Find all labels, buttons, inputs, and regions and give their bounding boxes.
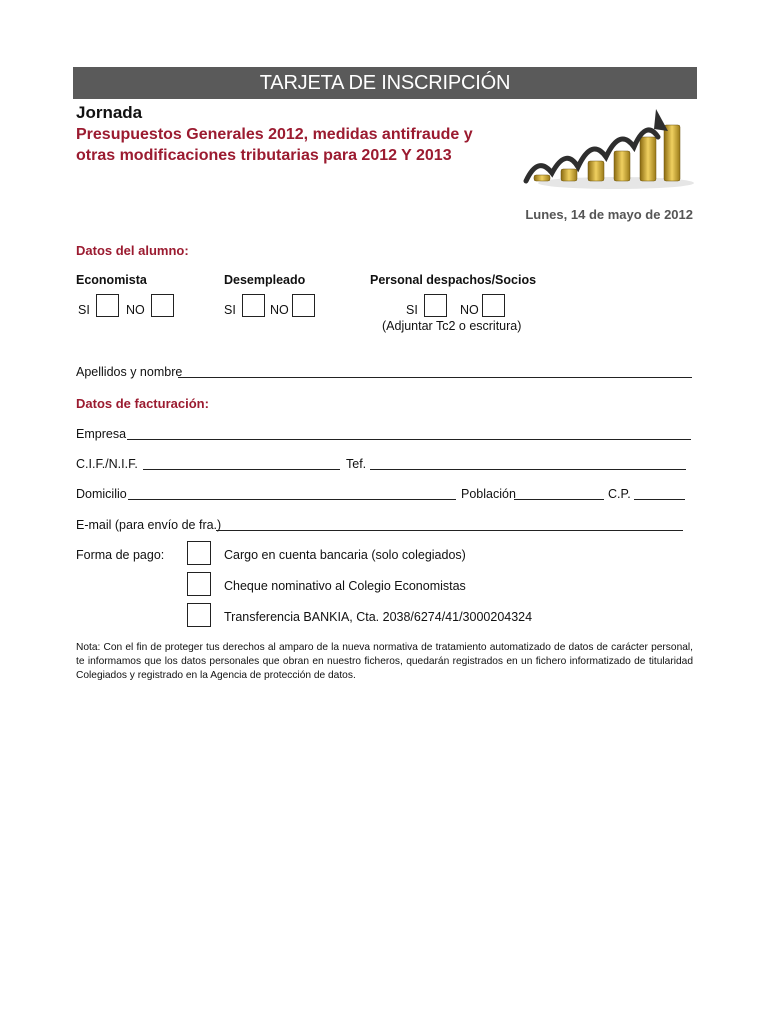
event-title-line-1: Presupuestos Generales 2012, medidas antifraude y (76, 126, 473, 143)
event-label: Jornada (76, 103, 143, 122)
cif-label: C.I.F./N.I.F. (76, 457, 138, 471)
personal-si-label: SI (406, 303, 418, 317)
category-desempleado-label: Desempleado (224, 273, 306, 287)
cif-field[interactable] (143, 469, 340, 470)
city-field[interactable] (514, 499, 604, 500)
payment-transfer-checkbox[interactable] (187, 603, 211, 627)
category-economista-label: Economista (76, 273, 147, 287)
name-field[interactable] (178, 377, 692, 378)
personal-no-checkbox[interactable] (482, 294, 505, 317)
address-field[interactable] (128, 499, 456, 500)
personal-note: (Adjuntar Tc2 o escritura) (382, 319, 522, 333)
desempleado-no-label: NO (270, 303, 289, 317)
desempleado-si-checkbox[interactable] (242, 294, 265, 317)
payment-bank-checkbox[interactable] (187, 541, 211, 565)
desempleado-no-checkbox[interactable] (292, 294, 315, 317)
economista-si-label: SI (78, 303, 90, 317)
phone-label: Tef. (346, 457, 367, 471)
event-date: Lunes, 14 de mayo de 2012 (525, 207, 693, 222)
form-title: TARJETA DE INSCRIPCIÓN (73, 67, 697, 99)
zip-field[interactable] (634, 499, 685, 500)
company-label: Empresa (76, 427, 127, 441)
event-title (76, 124, 506, 166)
name-label: Apellidos y nombre (76, 365, 183, 379)
email-label: E-mail (para envío de fra.) (76, 518, 222, 532)
coins-growth-arrow-image (516, 103, 696, 191)
privacy-note: Nota: Con el fin de proteger tus derechos al amparo de la nueva normativa de tratamiento automatizado de datos de carácter personal, te informamos que los datos personales que obran en nuestro ficheros, quedarán registrados en un fichero informatizado de titularidad Colegiados y registrado en la Agencia de protección de datos. (76, 642, 693, 681)
payment-label: Forma de pago: (76, 548, 165, 562)
address-label: Domicilio (76, 487, 127, 501)
personal-si-checkbox[interactable] (424, 294, 447, 317)
economista-no-label: NO (126, 303, 145, 317)
zip-label: C.P. (608, 487, 631, 501)
payment-transfer-label: Transferencia BANKIA, Cta. 2038/6274/41/3000204324 (224, 610, 533, 624)
economista-si-checkbox[interactable] (96, 294, 119, 317)
billing-section-title: Datos de facturación: (76, 396, 209, 411)
economista-no-checkbox[interactable] (151, 294, 174, 317)
payment-bank-label: Cargo en cuenta bancaria (solo colegiados) (224, 548, 466, 562)
student-section-title: Datos del alumno: (76, 243, 189, 258)
payment-cheque-checkbox[interactable] (187, 572, 211, 596)
desempleado-si-label: SI (224, 303, 236, 317)
phone-field[interactable] (370, 469, 686, 470)
city-label: Población (461, 487, 516, 501)
category-personal-label: Personal despachos/Socios (370, 273, 537, 287)
email-field[interactable] (216, 530, 683, 531)
event-title-line-2: otras modificaciones tributarias para 2012 Y 2013 (76, 147, 452, 164)
personal-no-label: NO (460, 303, 479, 317)
payment-cheque-label: Cheque nominativo al Colegio Economistas (224, 579, 466, 593)
company-field[interactable] (127, 439, 691, 440)
